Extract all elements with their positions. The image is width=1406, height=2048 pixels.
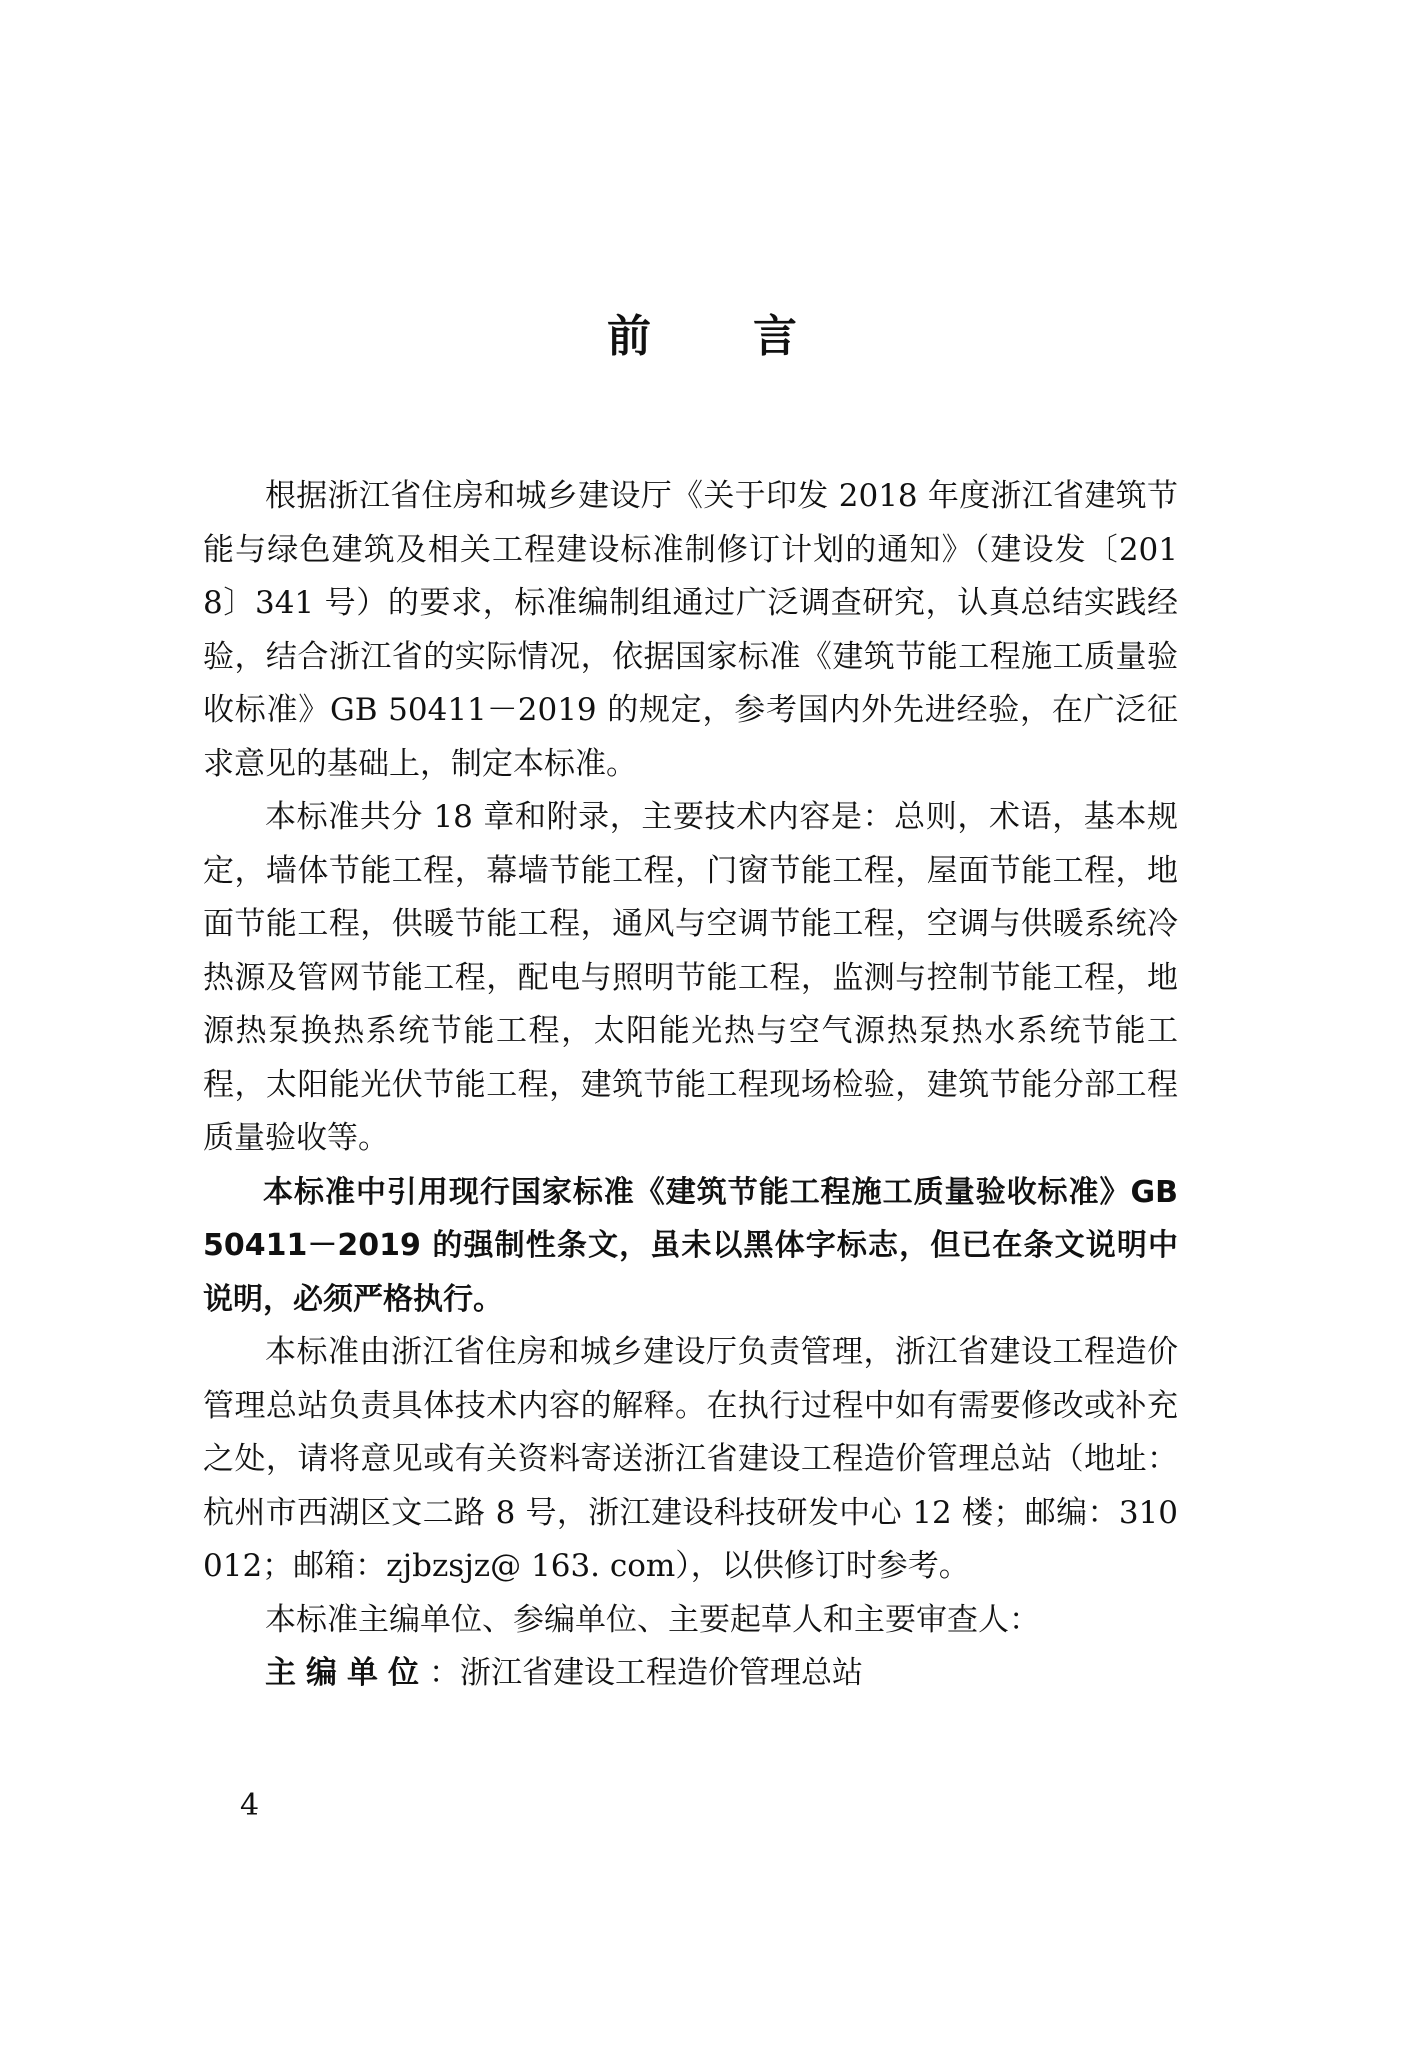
chief-unit-value: 浙江省建设工程造价管理总站 <box>460 1655 863 1691</box>
paragraph-mandatory-clauses: 本标准中引用现行国家标准《建筑节能工程施工质量验收标准》GB 50411－2019 的强制性条文，虽未以黑体字标志，但已在条文说明中说明，必须严格执行。 <box>203 1174 1178 1317</box>
page-title <box>0 300 1406 364</box>
paragraph-units-intro: 本标准主编单位、参编单位、主要起草人和主要审查人： <box>265 1601 1040 1638</box>
chief-unit-colon: ： <box>429 1655 460 1691</box>
chief-unit-label: 主编单位 <box>265 1655 429 1691</box>
paragraph-management: 本标准由浙江省住房和城乡建设厅负责管理，浙江省建设工程造价管理总站负责具体技术内容的解释。在执行过程中如有需要修改或补充之处，请将意见或有关资料寄送浙江省建设工程造价管理总站（地址：杭州市西湖区文二路 8 号，浙江建设科技研发中心 12 楼；邮编：310012；邮箱：zjbzsjz@ 163. com），以供修订时参考。 <box>203 1334 1178 1584</box>
title-char-1: 前 <box>607 311 653 362</box>
page-number: 4 <box>240 1788 260 1823</box>
preface-body <box>203 470 1178 1701</box>
chief-unit-line <box>203 1647 1178 1701</box>
title-char-2: 言 <box>753 311 799 362</box>
paragraph-basis: 根据浙江省住房和城乡建设厅《关于印发 2018 年度浙江省建筑节能与绿色建筑及相关工程建设标准制修订计划的通知》（建设发〔2018〕341 号）的要求，标准编制组通过广泛调查研究，认真总结实践经验，结合浙江省的实际情况，依据国家标准《建筑节能工程施工质量验收标准》GB 50411－2019 的规定，参考国内外先进经验，在广泛征求意见的基础上，制定本标准。 <box>203 478 1178 782</box>
paragraph-contents: 本标准共分 18 章和附录，主要技术内容是：总则，术语，基本规定，墙体节能工程，幕墙节能工程，门窗节能工程，屋面节能工程，地面节能工程，供暖节能工程，通风与空调节能工程，空调与供暖系统冷热源及管网节能工程，配电与照明节能工程，监测与控制节能工程，地源热泵换热系统节能工程，太阳能光热与空气源热泵热水系统节能工程，太阳能光伏节能工程，建筑节能工程现场检验，建筑节能分部工程质量验收等。 <box>203 799 1178 1156</box>
